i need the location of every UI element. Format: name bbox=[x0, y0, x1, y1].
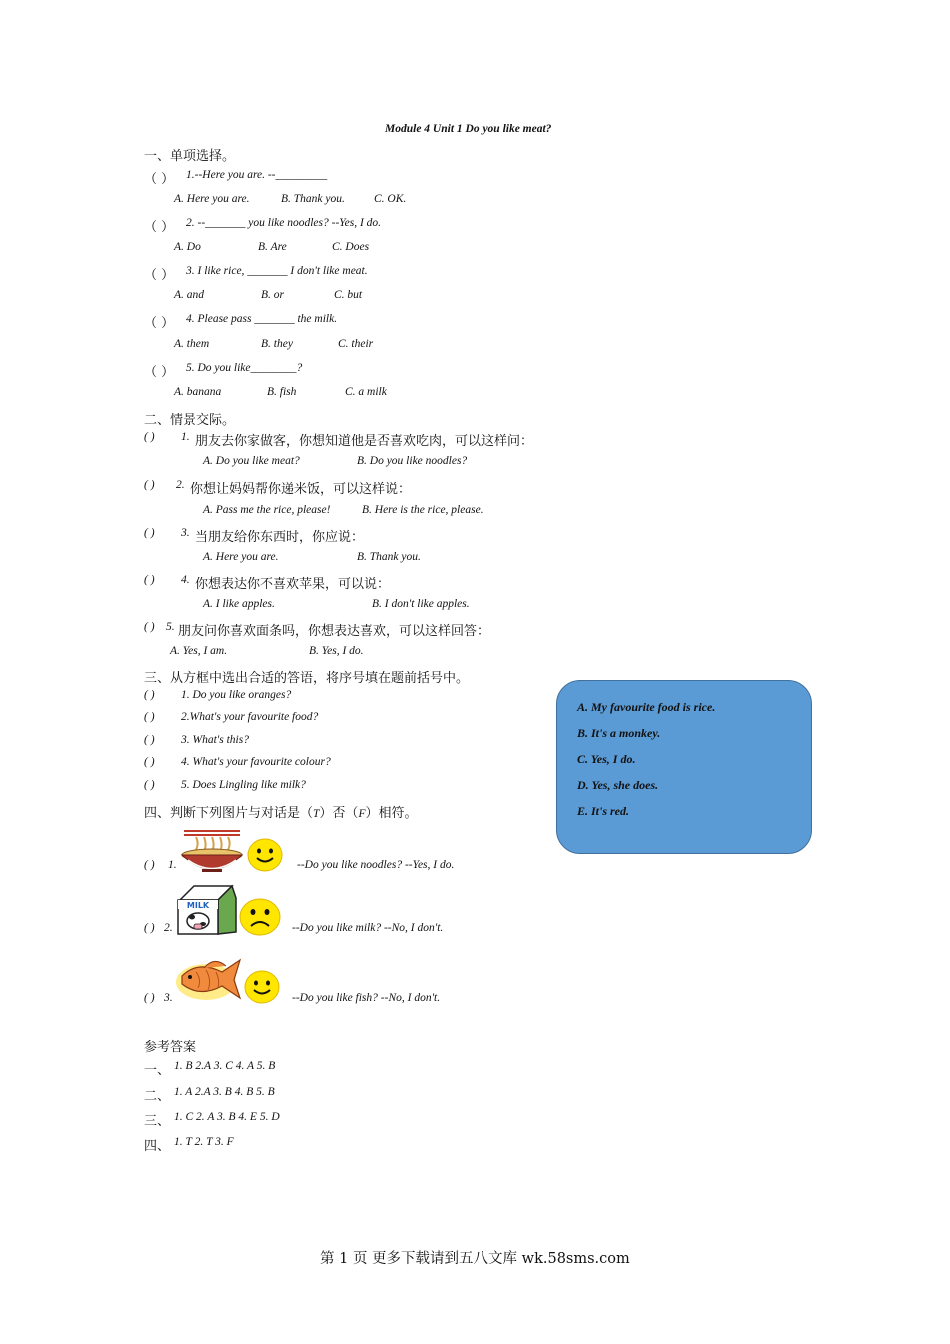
s2-q1-num: 1. bbox=[181, 431, 190, 443]
answers-line-4-label: 四、 bbox=[144, 1139, 171, 1154]
s1-q5-stem: 5. Do you like________? bbox=[186, 362, 303, 374]
s2-q5-option-b: B. Yes, I do. bbox=[309, 645, 364, 657]
s1-q4-option-c: C. their bbox=[338, 338, 374, 350]
noodles-bowl-picture bbox=[178, 827, 246, 873]
s2-q5-paren: ( ) bbox=[144, 621, 155, 633]
s2-q3-paren: ( ) bbox=[144, 527, 155, 539]
s3-q3-text: 3. What's this? bbox=[181, 734, 249, 746]
s1-q3-paren: （ ） bbox=[144, 268, 175, 283]
s1-q1-option-a: A. Here you are. bbox=[174, 193, 250, 205]
s1-q4-option-a: A. them bbox=[174, 338, 210, 350]
s1-q3-stem: 3. I like rice, _______ I don't like meat. bbox=[186, 265, 368, 277]
s4-heading-mid: ）否（ bbox=[319, 806, 359, 821]
s4-q3-paren: ( ) bbox=[144, 992, 155, 1004]
s2-q2-stem: 你想让妈妈帮你递米饭，可以这样说： bbox=[190, 482, 412, 497]
s2-q5-stem: 朋友问你喜欢面条吗，你想表达喜欢，可以这样回答： bbox=[178, 624, 491, 639]
answers-heading: 参考答案 bbox=[144, 1040, 197, 1055]
s3-q1-paren: ( ) bbox=[144, 689, 155, 701]
answers-line-2: 1. A 2.A 3. B 4. B 5. B bbox=[174, 1086, 275, 1098]
section2-heading: 二、情景交际。 bbox=[144, 413, 236, 428]
s3-q3-paren: ( ) bbox=[144, 734, 155, 746]
s2-q4-paren: ( ) bbox=[144, 574, 155, 586]
answers-line-3: 1. C 2. A 3. B 4. E 5. D bbox=[174, 1111, 280, 1123]
s4-q2-dialog: --Do you like milk? --No, I don't. bbox=[292, 922, 444, 934]
s1-q2-paren: （ ） bbox=[144, 220, 175, 235]
s3-q4-paren: ( ) bbox=[144, 756, 155, 768]
s1-q5-option-b: B. fish bbox=[267, 386, 297, 398]
s1-q3-option-a: A. and bbox=[174, 289, 205, 301]
s3-q2-text: 2.What's your favourite food? bbox=[181, 711, 319, 723]
s4-q3-num: 3. bbox=[164, 992, 173, 1004]
s2-q1-option-b: B. Do you like noodles? bbox=[357, 455, 468, 467]
s2-q3-stem: 当朋友给你东西时，你应说： bbox=[195, 530, 365, 545]
s1-q5-option-c: C. a milk bbox=[345, 386, 387, 398]
s2-q3-num: 3. bbox=[181, 527, 190, 539]
s2-q5-option-a: A. Yes, I am. bbox=[170, 645, 228, 657]
worksheet-title: Module 4 Unit 1 Do you like meat? bbox=[385, 123, 552, 135]
answers-line-1-label: 一、 bbox=[144, 1063, 171, 1078]
s1-q2-option-a: A. Do bbox=[174, 241, 201, 253]
milk-carton-picture bbox=[174, 884, 238, 936]
s3-q1-text: 1. Do you like oranges? bbox=[181, 689, 292, 701]
s1-q1-paren: （ ） bbox=[144, 172, 175, 187]
s4-q1-paren: ( ) bbox=[144, 859, 155, 871]
s3-q2-paren: ( ) bbox=[144, 711, 155, 723]
s2-q4-num: 4. bbox=[181, 574, 190, 586]
s2-q3-option-a: A. Here you are. bbox=[203, 551, 279, 563]
s2-q5-num: 5. bbox=[166, 621, 175, 633]
s1-q2-stem: 2. --_______ you like noodles? --Yes, I do. bbox=[186, 217, 382, 229]
smiley-happy-icon-2 bbox=[244, 970, 280, 1004]
answers-line-4: 1. T 2. T 3. F bbox=[174, 1136, 234, 1148]
s4-heading-f: F bbox=[358, 808, 366, 820]
section4-heading bbox=[144, 802, 417, 821]
smiley-happy-icon bbox=[247, 838, 283, 872]
s4-q2-num: 2. bbox=[164, 922, 173, 934]
s1-q5-paren: （ ） bbox=[144, 365, 175, 380]
page-footer: 第 1 页 更多下载请到五八文库 wk.58sms.com bbox=[320, 1251, 630, 1267]
box-option-e: E. It's red. bbox=[577, 804, 630, 818]
s4-q2-paren: ( ) bbox=[144, 922, 155, 934]
box-option-c: C. Yes, I do. bbox=[577, 752, 636, 766]
s2-q2-option-a: A. Pass me the rice, please! bbox=[203, 504, 331, 516]
box-option-d: D. Yes, she does. bbox=[577, 778, 659, 792]
answers-line-3-label: 三、 bbox=[144, 1114, 171, 1129]
s4-q3-dialog: --Do you like fish? --No, I don't. bbox=[292, 992, 441, 1004]
s4-heading-pre: 四、判断下列图片与对话是（ bbox=[144, 806, 314, 821]
answers-line-2-label: 二、 bbox=[144, 1089, 171, 1104]
smiley-sad-icon bbox=[239, 898, 281, 936]
s2-q4-stem: 你想表达你不喜欢苹果，可以说： bbox=[195, 577, 391, 592]
s4-q1-num: 1. bbox=[168, 859, 177, 871]
s4-heading-t: T bbox=[313, 808, 320, 820]
s1-q4-stem: 4. Please pass _______ the milk. bbox=[186, 313, 338, 325]
s1-q4-paren: （ ） bbox=[144, 316, 175, 331]
s1-q1-option-c: C. OK. bbox=[374, 193, 407, 205]
s3-q4-text: 4. What's your favourite colour? bbox=[181, 756, 331, 768]
s4-heading-post: ）相符。 bbox=[365, 806, 418, 821]
s3-q5-text: 5. Does Lingling like milk? bbox=[181, 779, 306, 791]
s1-q1-option-b: B. Thank you. bbox=[281, 193, 345, 205]
s1-q1-stem: 1.--Here you are. --_________ bbox=[186, 169, 328, 181]
s2-q1-option-a: A. Do you like meat? bbox=[203, 455, 300, 467]
s2-q4-option-b: B. I don't like apples. bbox=[372, 598, 470, 610]
s4-q1-dialog: --Do you like noodles? --Yes, I do. bbox=[297, 859, 455, 871]
s2-q2-option-b: B. Here is the rice, please. bbox=[362, 504, 484, 516]
section3-heading: 三、从方框中选出合适的答语，将序号填在题前括号中。 bbox=[144, 671, 470, 686]
box-option-b: B. It's a monkey. bbox=[577, 726, 661, 740]
s1-q4-option-b: B. they bbox=[261, 338, 293, 350]
box-option-a: A. My favourite food is rice. bbox=[577, 700, 716, 714]
fish-picture bbox=[174, 946, 244, 1004]
s2-q1-stem: 朋友去你家做客，你想知道他是否喜欢吃肉，可以这样问： bbox=[195, 434, 534, 449]
milk-carton-label: MILK bbox=[186, 901, 210, 910]
answers-line-1: 1. B 2.A 3. C 4. A 5. B bbox=[174, 1060, 276, 1072]
answer-options-box bbox=[556, 680, 812, 854]
s1-q3-option-b: B. or bbox=[261, 289, 284, 301]
s3-q5-paren: ( ) bbox=[144, 779, 155, 791]
section1-heading: 一、单项选择。 bbox=[144, 149, 236, 164]
s2-q1-paren: ( ) bbox=[144, 431, 155, 443]
s1-q2-option-b: B. Are bbox=[258, 241, 287, 253]
s2-q4-option-a: A. I like apples. bbox=[203, 598, 275, 610]
s1-q3-option-c: C. but bbox=[334, 289, 363, 301]
s1-q2-option-c: C. Does bbox=[332, 241, 370, 253]
s2-q3-option-b: B. Thank you. bbox=[357, 551, 421, 563]
s1-q5-option-a: A. banana bbox=[174, 386, 222, 398]
s2-q2-paren: ( ) bbox=[144, 479, 155, 491]
s2-q2-num: 2. bbox=[176, 479, 185, 491]
